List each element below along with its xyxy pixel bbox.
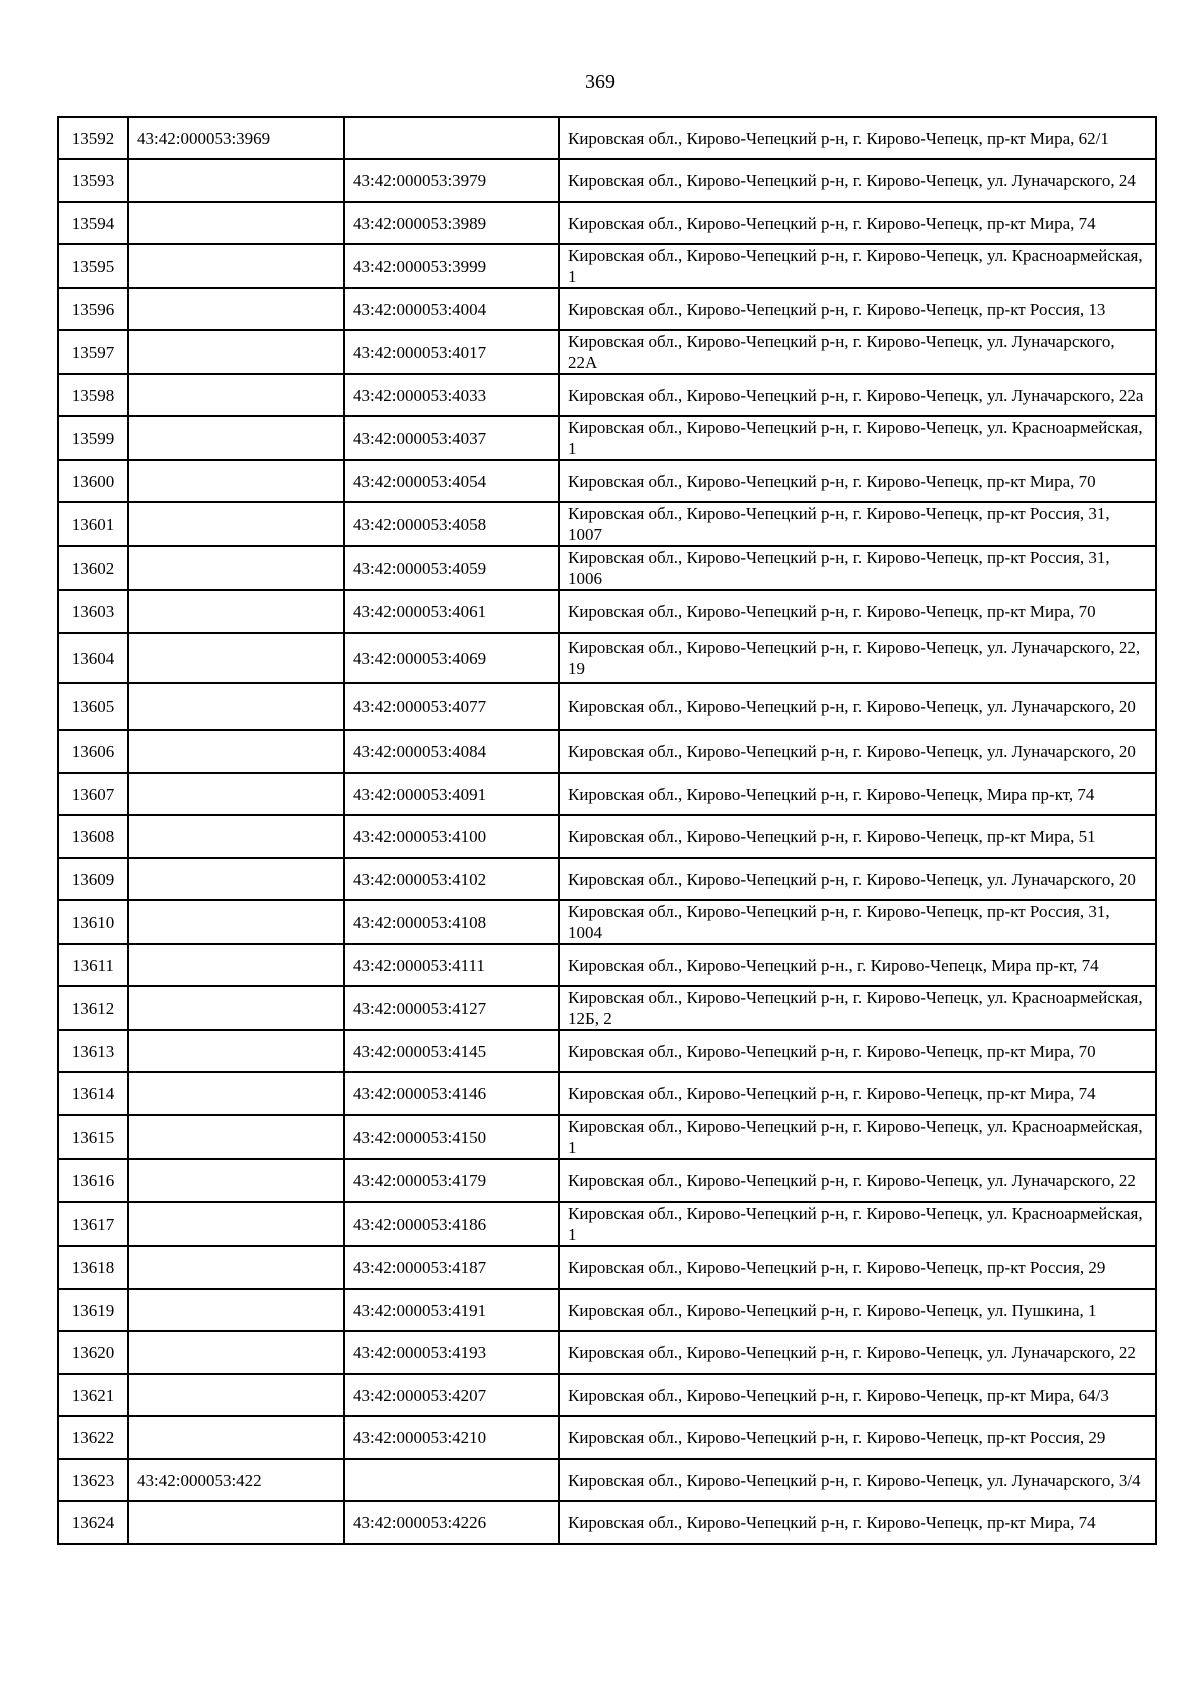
cadastral-number-new-cell: 43:42:000053:4127 — [344, 986, 559, 1030]
address-cell: Кировская обл., Кирово-Чепецкий р-н, г. Кирово-Чепецк, пр-кт Россия, 13 — [559, 288, 1156, 330]
cadastral-number-new-cell: 43:42:000053:4226 — [344, 1501, 559, 1544]
row-number-cell: 13624 — [58, 1501, 128, 1544]
table-row — [58, 1459, 1156, 1501]
cadastral-number-new-cell: 43:42:000053:4145 — [344, 1030, 559, 1072]
address-cell: Кировская обл., Кирово-Чепецкий р-н, г. Кирово-Чепецк, пр-кт Мира, 70 — [559, 590, 1156, 633]
cadastral-number-new-cell: 43:42:000053:4207 — [344, 1374, 559, 1416]
address-cell: Кировская обл., Кирово-Чепецкий р-н, г. Кирово-Чепецк, ул. Луначарского, 20 — [559, 730, 1156, 773]
table-row — [58, 986, 1156, 1030]
registry-table-body — [58, 117, 1156, 1544]
cadastral-number-cell — [128, 1289, 344, 1331]
row-number-cell: 13608 — [58, 815, 128, 858]
cadastral-number-new-cell: 43:42:000053:4058 — [344, 502, 559, 546]
row-number-cell: 13611 — [58, 944, 128, 986]
table-row — [58, 590, 1156, 633]
row-number-cell: 13616 — [58, 1159, 128, 1202]
row-number-cell: 13593 — [58, 159, 128, 202]
cadastral-number-new-cell: 43:42:000053:4179 — [344, 1159, 559, 1202]
cadastral-number-new-cell: 43:42:000053:3979 — [344, 159, 559, 202]
table-row — [58, 244, 1156, 288]
cadastral-number-new-cell: 43:42:000053:4210 — [344, 1416, 559, 1459]
cadastral-number-new-cell: 43:42:000053:4111 — [344, 944, 559, 986]
table-row — [58, 1416, 1156, 1459]
table-row — [58, 117, 1156, 159]
row-number-cell: 13599 — [58, 416, 128, 460]
row-number-cell: 13598 — [58, 374, 128, 416]
cadastral-number-new-cell: 43:42:000053:4146 — [344, 1072, 559, 1115]
row-number-cell: 13618 — [58, 1246, 128, 1289]
cadastral-number-cell — [128, 590, 344, 633]
address-cell: Кировская обл., Кирово-Чепецкий р-н., г. Кирово-Чепецк, Мира пр-кт, 74 — [559, 944, 1156, 986]
table-row — [58, 1246, 1156, 1289]
address-cell: Кировская обл., Кирово-Чепецкий р-н, г. Кирово-Чепецк, пр-кт Мира, 64/3 — [559, 1374, 1156, 1416]
cadastral-number-cell — [128, 815, 344, 858]
cadastral-number-new-cell: 43:42:000053:4150 — [344, 1115, 559, 1159]
cadastral-number-cell — [128, 202, 344, 244]
address-cell: Кировская обл., Кирово-Чепецкий р-н, г. Кирово-Чепецк, ул. Красноармейская, 1 — [559, 244, 1156, 288]
cadastral-number-cell — [128, 1374, 344, 1416]
table-row — [58, 460, 1156, 502]
cadastral-number-new-cell: 43:42:000053:4061 — [344, 590, 559, 633]
address-cell: Кировская обл., Кирово-Чепецкий р-н, г. Кирово-Чепецк, ул. Луначарского, 22 — [559, 1331, 1156, 1374]
address-cell: Кировская обл., Кирово-Чепецкий р-н, г. Кирово-Чепецк, пр-кт Мира, 70 — [559, 1030, 1156, 1072]
cadastral-number-cell — [128, 288, 344, 330]
table-row — [58, 730, 1156, 773]
table-row — [58, 900, 1156, 944]
cadastral-number-cell: 43:42:000053:422 — [128, 1459, 344, 1501]
cadastral-number-cell — [128, 773, 344, 815]
cadastral-number-cell — [128, 633, 344, 683]
address-cell: Кировская обл., Кирово-Чепецкий р-н, г. Кирово-Чепецк, ул. Луначарского, 3/4 — [559, 1459, 1156, 1501]
row-number-cell: 13617 — [58, 1202, 128, 1246]
address-cell: Кировская обл., Кирово-Чепецкий р-н, г. Кирово-Чепецк, пр-кт Мира, 70 — [559, 460, 1156, 502]
cadastral-number-cell — [128, 546, 344, 590]
row-number-cell: 13597 — [58, 330, 128, 374]
cadastral-number-cell — [128, 374, 344, 416]
table-row — [58, 858, 1156, 900]
cadastral-number-new-cell: 43:42:000053:3989 — [344, 202, 559, 244]
row-number-cell: 13607 — [58, 773, 128, 815]
table-row — [58, 1030, 1156, 1072]
cadastral-number-cell — [128, 1246, 344, 1289]
cadastral-number-cell — [128, 986, 344, 1030]
address-cell: Кировская обл., Кирово-Чепецкий р-н, г. Кирово-Чепецк, ул. Луначарского, 20 — [559, 683, 1156, 730]
cadastral-number-new-cell: 43:42:000053:4186 — [344, 1202, 559, 1246]
address-cell: Кировская обл., Кирово-Чепецкий р-н, г. Кирово-Чепецк, ул. Луначарского, 20 — [559, 858, 1156, 900]
row-number-cell: 13621 — [58, 1374, 128, 1416]
row-number-cell: 13609 — [58, 858, 128, 900]
row-number-cell: 13596 — [58, 288, 128, 330]
address-cell: Кировская обл., Кирово-Чепецкий р-н, г. Кирово-Чепецк, Мира пр-кт, 74 — [559, 773, 1156, 815]
row-number-cell: 13612 — [58, 986, 128, 1030]
cadastral-number-cell — [128, 1416, 344, 1459]
cadastral-number-cell — [128, 416, 344, 460]
cadastral-number-new-cell: 43:42:000053:4077 — [344, 683, 559, 730]
cadastral-number-new-cell: 43:42:000053:4017 — [344, 330, 559, 374]
row-number-cell: 13620 — [58, 1331, 128, 1374]
cadastral-number-new-cell: 43:42:000053:4091 — [344, 773, 559, 815]
row-number-cell: 13595 — [58, 244, 128, 288]
address-cell: Кировская обл., Кирово-Чепецкий р-н, г. Кирово-Чепецк, пр-кт Мира, 62/1 — [559, 117, 1156, 159]
cadastral-number-cell — [128, 1501, 344, 1544]
row-number-cell: 13603 — [58, 590, 128, 633]
cadastral-number-cell — [128, 330, 344, 374]
cadastral-number-new-cell: 43:42:000053:4100 — [344, 815, 559, 858]
row-number-cell: 13606 — [58, 730, 128, 773]
row-number-cell: 13614 — [58, 1072, 128, 1115]
row-number-cell: 13605 — [58, 683, 128, 730]
cadastral-number-new-cell: 43:42:000053:4037 — [344, 416, 559, 460]
row-number-cell: 13602 — [58, 546, 128, 590]
cadastral-number-new-cell: 43:42:000053:4193 — [344, 1331, 559, 1374]
address-cell: Кировская обл., Кирово-Чепецкий р-н, г. Кирово-Чепецк, ул. Луначарского, 22, 19 — [559, 633, 1156, 683]
cadastral-number-cell — [128, 1115, 344, 1159]
table-row — [58, 202, 1156, 244]
row-number-cell: 13594 — [58, 202, 128, 244]
address-cell: Кировская обл., Кирово-Чепецкий р-н, г. Кирово-Чепецк, ул. Луначарского, 22а — [559, 374, 1156, 416]
row-number-cell: 13623 — [58, 1459, 128, 1501]
table-row — [58, 1501, 1156, 1544]
cadastral-number-cell — [128, 1030, 344, 1072]
address-cell: Кировская обл., Кирово-Чепецкий р-н, г. Кирово-Чепецк, пр-кт Россия, 31, 1004 — [559, 900, 1156, 944]
cadastral-number-new-cell: 43:42:000053:4033 — [344, 374, 559, 416]
table-row — [58, 683, 1156, 730]
cadastral-number-new-cell: 43:42:000053:4059 — [344, 546, 559, 590]
address-cell: Кировская обл., Кирово-Чепецкий р-н, г. Кирово-Чепецк, пр-кт Россия, 29 — [559, 1416, 1156, 1459]
table-row — [58, 502, 1156, 546]
row-number-cell: 13613 — [58, 1030, 128, 1072]
address-cell: Кировская обл., Кирово-Чепецкий р-н, г. Кирово-Чепецк, ул. Красноармейская, 12Б, 2 — [559, 986, 1156, 1030]
table-row — [58, 1202, 1156, 1246]
row-number-cell: 13592 — [58, 117, 128, 159]
table-row — [58, 815, 1156, 858]
cadastral-number-cell — [128, 858, 344, 900]
table-row — [58, 1159, 1156, 1202]
table-row — [58, 1115, 1156, 1159]
cadastral-number-new-cell: 43:42:000053:4084 — [344, 730, 559, 773]
cadastral-number-new-cell: 43:42:000053:4187 — [344, 1246, 559, 1289]
cadastral-number-cell — [128, 944, 344, 986]
cadastral-number-new-cell — [344, 117, 559, 159]
cadastral-number-cell — [128, 683, 344, 730]
table-row — [58, 288, 1156, 330]
cadastral-number-cell — [128, 900, 344, 944]
row-number-cell: 13601 — [58, 502, 128, 546]
address-cell: Кировская обл., Кирово-Чепецкий р-н, г. Кирово-Чепецк, ул. Красноармейская, 1 — [559, 1115, 1156, 1159]
registry-table — [57, 116, 1157, 1545]
row-number-cell: 13619 — [58, 1289, 128, 1331]
address-cell: Кировская обл., Кирово-Чепецкий р-н, г. Кирово-Чепецк, ул. Пушкина, 1 — [559, 1289, 1156, 1331]
cadastral-number-cell — [128, 159, 344, 202]
row-number-cell: 13615 — [58, 1115, 128, 1159]
address-cell: Кировская обл., Кирово-Чепецкий р-н, г. Кирово-Чепецк, ул. Красноармейская, 1 — [559, 416, 1156, 460]
cadastral-number-cell — [128, 1159, 344, 1202]
cadastral-number-new-cell: 43:42:000053:4004 — [344, 288, 559, 330]
cadastral-number-new-cell: 43:42:000053:4108 — [344, 900, 559, 944]
cadastral-number-cell — [128, 1202, 344, 1246]
address-cell: Кировская обл., Кирово-Чепецкий р-н, г. Кирово-Чепецк, пр-кт Мира, 74 — [559, 1072, 1156, 1115]
row-number-cell: 13610 — [58, 900, 128, 944]
table-row — [58, 1331, 1156, 1374]
page-number: 369 — [585, 71, 615, 93]
cadastral-number-cell — [128, 502, 344, 546]
table-row — [58, 159, 1156, 202]
cadastral-number-cell — [128, 1331, 344, 1374]
cadastral-number-new-cell: 43:42:000053:4191 — [344, 1289, 559, 1331]
cadastral-number-cell: 43:42:000053:3969 — [128, 117, 344, 159]
cadastral-number-cell — [128, 460, 344, 502]
cadastral-number-new-cell: 43:42:000053:4102 — [344, 858, 559, 900]
cadastral-number-new-cell: 43:42:000053:4069 — [344, 633, 559, 683]
cadastral-number-new-cell: 43:42:000053:3999 — [344, 244, 559, 288]
address-cell: Кировская обл., Кирово-Чепецкий р-н, г. Кирово-Чепецк, пр-кт Россия, 31, 1007 — [559, 502, 1156, 546]
table-row — [58, 416, 1156, 460]
table-row — [58, 1289, 1156, 1331]
address-cell: Кировская обл., Кирово-Чепецкий р-н, г. Кирово-Чепецк, ул. Красноармейская, 1 — [559, 1202, 1156, 1246]
cadastral-number-new-cell — [344, 1459, 559, 1501]
table-row — [58, 374, 1156, 416]
row-number-cell: 13622 — [58, 1416, 128, 1459]
address-cell: Кировская обл., Кирово-Чепецкий р-н, г. Кирово-Чепецк, пр-кт Россия, 31, 1006 — [559, 546, 1156, 590]
table-row — [58, 633, 1156, 683]
row-number-cell: 13600 — [58, 460, 128, 502]
row-number-cell: 13604 — [58, 633, 128, 683]
address-cell: Кировская обл., Кирово-Чепецкий р-н, г. Кирово-Чепецк, пр-кт Мира, 74 — [559, 1501, 1156, 1544]
table-row — [58, 546, 1156, 590]
address-cell: Кировская обл., Кирово-Чепецкий р-н, г. Кирово-Чепецк, ул. Луначарского, 22 — [559, 1159, 1156, 1202]
address-cell: Кировская обл., Кирово-Чепецкий р-н, г. Кирово-Чепецк, пр-кт Мира, 51 — [559, 815, 1156, 858]
table-row — [58, 944, 1156, 986]
address-cell: Кировская обл., Кирово-Чепецкий р-н, г. Кирово-Чепецк, пр-кт Россия, 29 — [559, 1246, 1156, 1289]
cadastral-number-cell — [128, 1072, 344, 1115]
table-row — [58, 1072, 1156, 1115]
table-row — [58, 330, 1156, 374]
cadastral-number-cell — [128, 244, 344, 288]
table-row — [58, 1374, 1156, 1416]
address-cell: Кировская обл., Кирово-Чепецкий р-н, г. Кирово-Чепецк, ул. Луначарского, 24 — [559, 159, 1156, 202]
cadastral-number-cell — [128, 730, 344, 773]
address-cell: Кировская обл., Кирово-Чепецкий р-н, г. Кирово-Чепецк, ул. Луначарского, 22А — [559, 330, 1156, 374]
address-cell: Кировская обл., Кирово-Чепецкий р-н, г. Кирово-Чепецк, пр-кт Мира, 74 — [559, 202, 1156, 244]
table-row — [58, 773, 1156, 815]
cadastral-number-new-cell: 43:42:000053:4054 — [344, 460, 559, 502]
